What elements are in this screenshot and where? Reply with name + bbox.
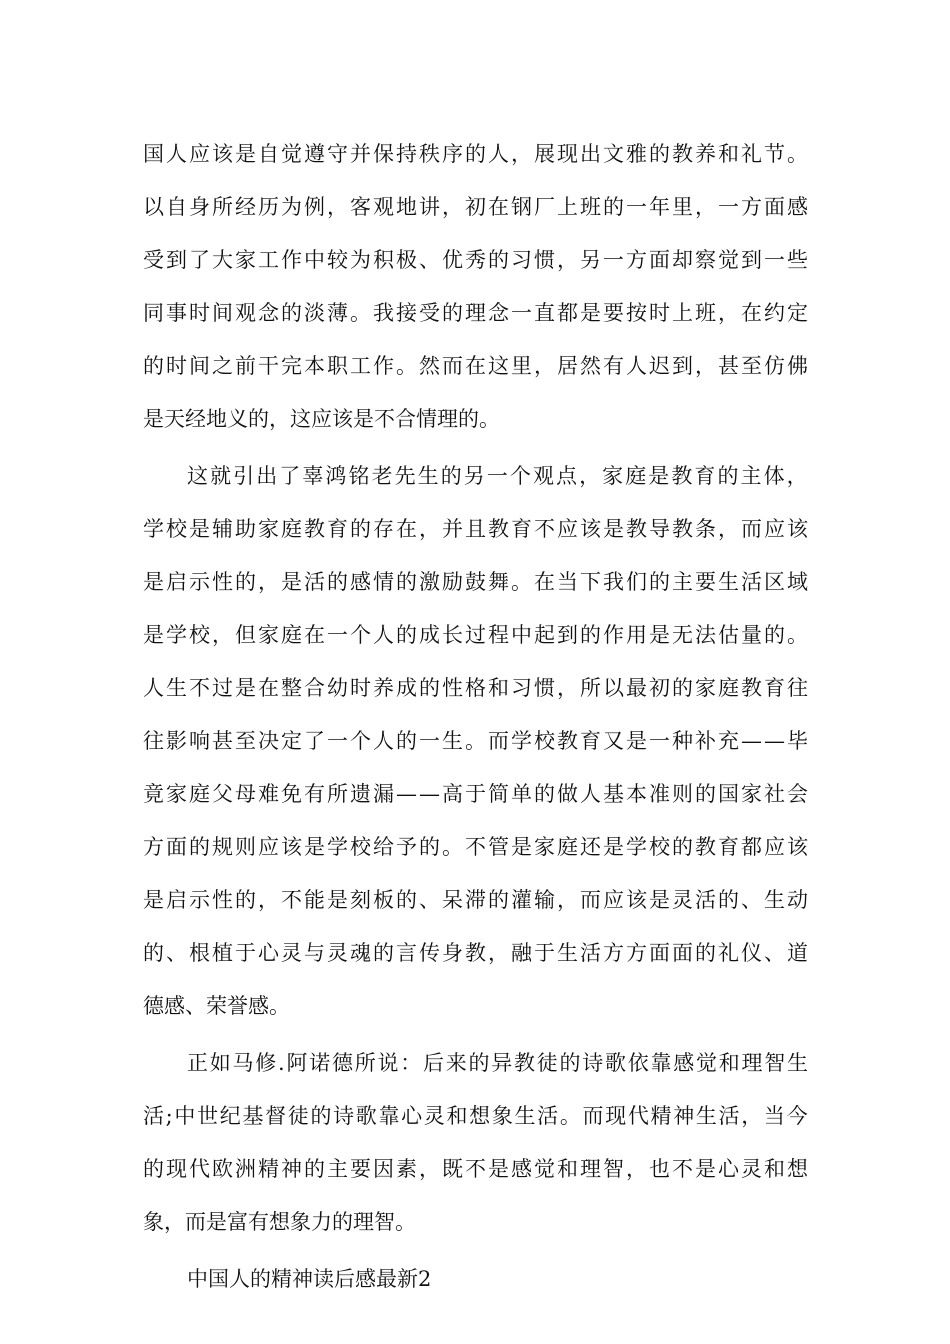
text-line: 同 事 时 间 观 念 的 淡 薄 。 我 接 受 的 理 念 一 直 都 是 要 按 时 上 班 ， 在 约 定: [143, 301, 808, 325]
body-text: [143, 128, 808, 1306]
text-line: 人 生 不 过 是 在 整 合 幼 时 养 成 的 性 格 和 习 惯 ， 所 以 最 初 的 家 庭 教 育 往: [143, 676, 808, 700]
text-line: 竟 家 庭 父 母 难 免 有 所 遗 漏 — — 高 于 简 单 的 做 人 基 本 准 则 的 国 家 社 会: [143, 782, 808, 806]
text-line: 是 学 校 ， 但 家 庭 在 一 个 人 的 成 长 过 程 中 起 到 的 作 用 是 无 法 估 量 的 。: [143, 623, 808, 647]
paragraph-first-line: 正 如 马 修 . 阿 诺 德 所 说 ： 后 来 的 异 教 徒 的 诗 歌 依 靠 感 觉 和 理 智 生: [187, 1051, 808, 1075]
text-line: 活 ; 中 世 纪 基 督 徒 的 诗 歌 靠 心 灵 和 想 象 生 活 。 而 现 代 精 神 生 活 ， 当 今: [143, 1104, 808, 1128]
text-line: 德感、荣誉感。: [143, 994, 290, 1018]
text-line: 以 自 身 所 经 历 为 例 ， 客 观 地 讲 ， 初 在 钢 厂 上 班 的 一 年 里 ， 一 方 面 感: [143, 195, 808, 219]
text-line: 往 影 响 甚 至 决 定 了 一 个 人 的 一 生 。 而 学 校 教 育 又 是 一 种 补 充 — — 毕: [143, 729, 808, 753]
text-line: 受 到 了 大 家 工 作 中 较 为 积 极 、 优 秀 的 习 惯 ， 另 一 方 面 却 察 觉 到 一 些: [143, 248, 808, 272]
text-line: 国 人 应 该 是 自 觉 遵 守 并 保 持 秩 序 的 人 ， 展 现 出 文 雅 的 教 养 和 礼 节 。: [143, 142, 808, 166]
text-line: 学 校 是 辅 助 家 庭 教 育 的 存 在 ， 并 且 教 育 不 应 该 是 教 导 教 条 ， 而 应 该: [143, 517, 808, 541]
text-line: 象，而是富有想象力的理智。: [143, 1210, 416, 1234]
text-line: 是 启 示 性 的 ， 不 能 是 刻 板 的 、 呆 滞 的 灌 输 ， 而 应 该 是 灵 活 的 、 生 动: [143, 888, 808, 912]
text-line: 是天经地义的，这应该是不合情理的。: [143, 407, 500, 431]
text-line: 的 时 间 之 前 干 完 本 职 工 作 。 然 而 在 这 里 ， 居 然 有 人 迟 到 ， 甚 至 仿 佛: [143, 354, 808, 378]
text-line: 的 现 代 欧 洲 精 神 的 主 要 因 素 ， 既 不 是 感 觉 和 理 智 ， 也 不 是 心 灵 和 想: [143, 1157, 808, 1181]
text-line: 的 、 根 植 于 心 灵 与 灵 魂 的 言 传 身 教 ， 融 于 生 活 方 方 面 面 的 礼 仪 、 道: [143, 941, 808, 965]
paragraph-first-line: 这 就 引 出 了 辜 鸿 铭 老 先 生 的 另 一 个 观 点 ， 家 庭 是 教 育 的 主 体 ，: [187, 464, 808, 488]
text-line: 是 启 示 性 的 ， 是 活 的 感 情 的 激 励 鼓 舞 。 在 当 下 我 们 的 主 要 生 活 区 域: [143, 570, 808, 594]
section-heading: 中国人的精神读后感最新2: [187, 1267, 432, 1291]
text-line: 方 面 的 规 则 应 该 是 学 校 给 予 的 。 不 管 是 家 庭 还 是 学 校 的 教 育 都 应 该: [143, 835, 808, 859]
